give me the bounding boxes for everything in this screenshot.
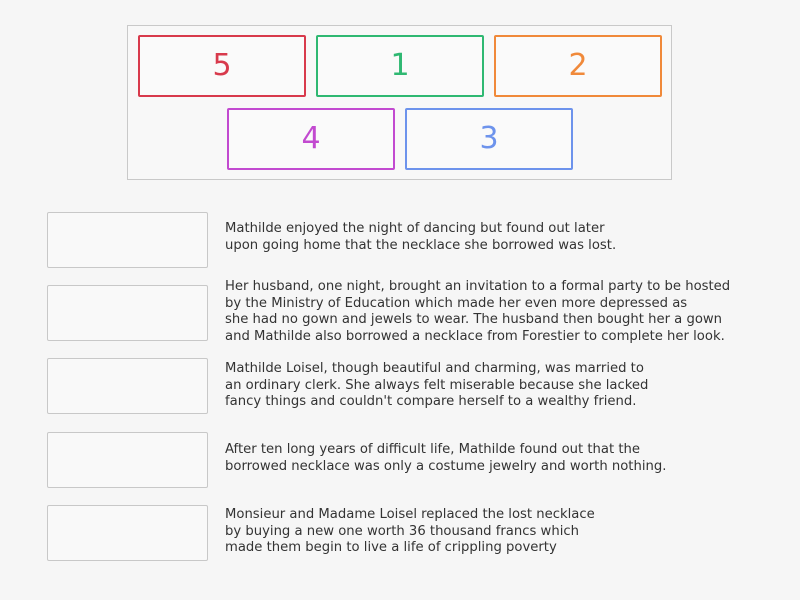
tile-label: 1 bbox=[390, 48, 410, 83]
drop-zone-3[interactable] bbox=[47, 358, 208, 414]
answer-tile-5[interactable] bbox=[138, 35, 306, 97]
story-event-4: After ten long years of difficult life, Mathilde found out that the borrowed necklace was only a costume jewelry and worth nothing. bbox=[225, 442, 667, 474]
drop-zone-2[interactable] bbox=[47, 285, 208, 341]
answer-tile-4[interactable] bbox=[227, 108, 395, 170]
story-event-2: Her husband, one night, brought an invitation to a formal party to be hosted by the Ministry of Education which made her even more depressed as she had no gown and jewels to wear. The husband then bought her a gown and Mathilde also borrowed a necklace from Forestier to complete her look. bbox=[225, 279, 731, 344]
story-event-3: Mathilde Loisel, though beautiful and charming, was married to an ordinary clerk. She always felt miserable because she lacked fancy things and couldn't compare herself to a wealthy friend. bbox=[225, 361, 649, 409]
answer-tile-3[interactable] bbox=[405, 108, 573, 170]
tile-label: 4 bbox=[301, 121, 321, 156]
tile-tray bbox=[127, 25, 672, 180]
story-event-1: Mathilde enjoyed the night of dancing but found out later upon going home that the necklace she borrowed was lost. bbox=[225, 221, 617, 253]
drop-zone-5[interactable] bbox=[47, 505, 208, 561]
tile-label: 5 bbox=[212, 48, 232, 83]
drop-zone-1[interactable] bbox=[47, 212, 208, 268]
tile-label: 2 bbox=[568, 48, 588, 83]
answer-tile-1[interactable] bbox=[316, 35, 484, 97]
answer-tile-2[interactable] bbox=[494, 35, 662, 97]
drop-zone-4[interactable] bbox=[47, 432, 208, 488]
tile-label: 3 bbox=[479, 121, 499, 156]
story-event-5: Monsieur and Madame Loisel replaced the lost necklace by buying a new one worth 36 thousand francs which made them begin to live a life of crippling poverty bbox=[225, 507, 595, 555]
